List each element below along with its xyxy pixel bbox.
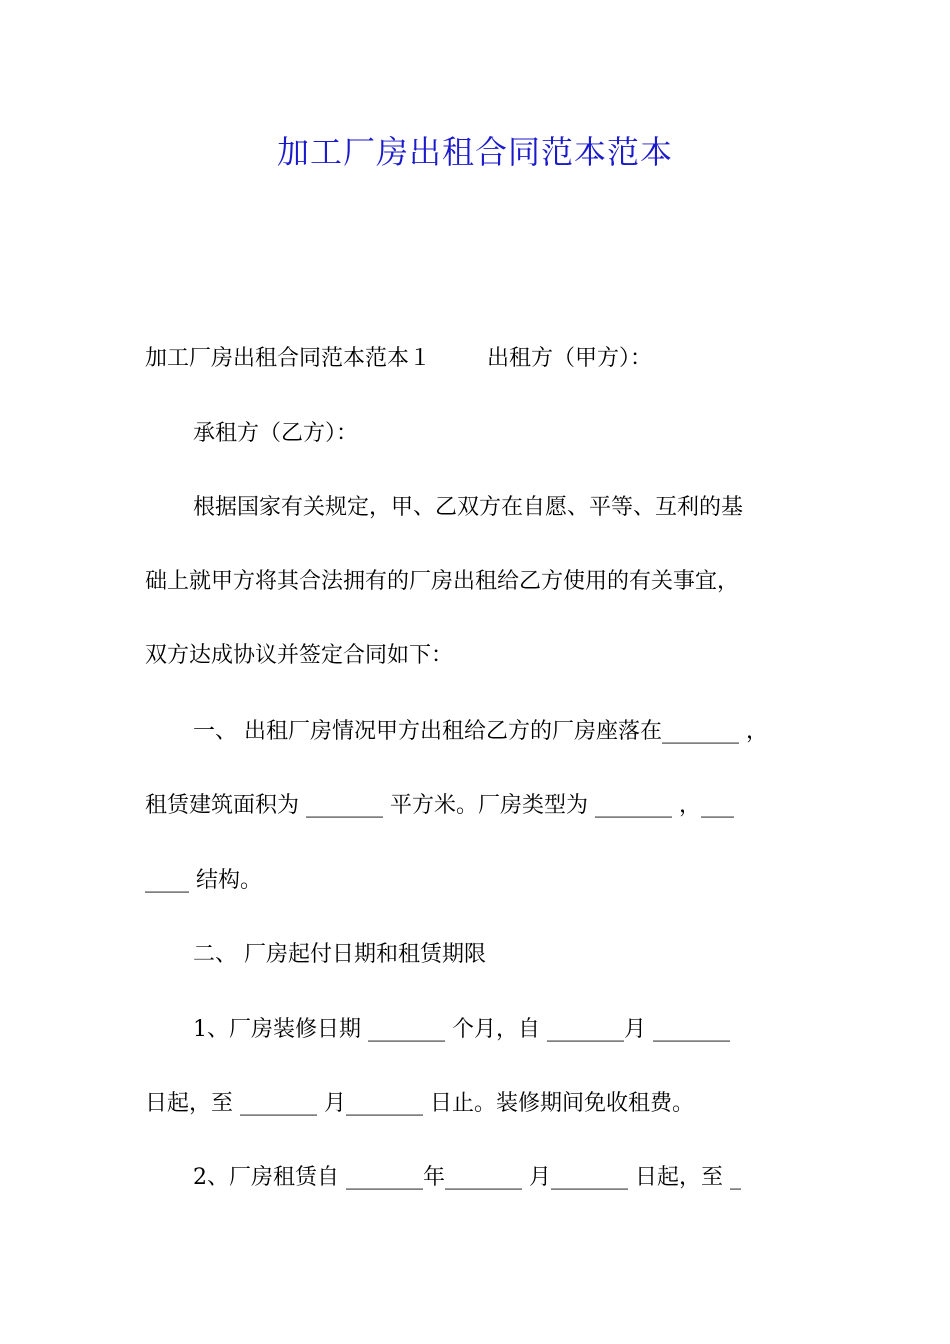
section-heading: 一、 出租厂房情况甲方出租给乙方的厂房座落在_______ ， [193, 719, 768, 744]
paragraph-line: 础上就甲方将其合法拥有的厂房出租给乙方使用的有关事宜， [145, 569, 740, 594]
paragraph-line: 1、厂房装修日期 _______ 个月，自 _______月 _______ [193, 1017, 730, 1042]
paragraph-line [145, 343, 825, 375]
contract-subtitle: 加工厂房出租合同范本范本１ [145, 346, 432, 371]
document-title: 加工厂房出租合同范本范本 [276, 133, 673, 171]
paragraph-line: 2、厂房租赁自 _______年_______ 月_______ 日起，至 _ [193, 1165, 741, 1190]
paragraph-line: 根据国家有关规定，甲、乙双方在自愿、平等、互利的基 [193, 495, 744, 520]
paragraph-line: 租赁建筑面积为 _______ 平方米。厂房类型为 _______ ，___ [145, 793, 734, 818]
lessor-label: 出租方（甲方）： [487, 346, 653, 371]
paragraph-line: 日起，至 _______ 月_______ 日止。装修期间免收租费。 [145, 1091, 694, 1116]
section-heading: 二、 厂房起付日期和租赁期限 [193, 942, 486, 967]
paragraph-line: 双方达成协议并签定合同如下： [145, 643, 454, 668]
lessee-label: 承租方（乙方）： [193, 421, 359, 446]
paragraph-line: ____ 结构。 [145, 868, 262, 893]
